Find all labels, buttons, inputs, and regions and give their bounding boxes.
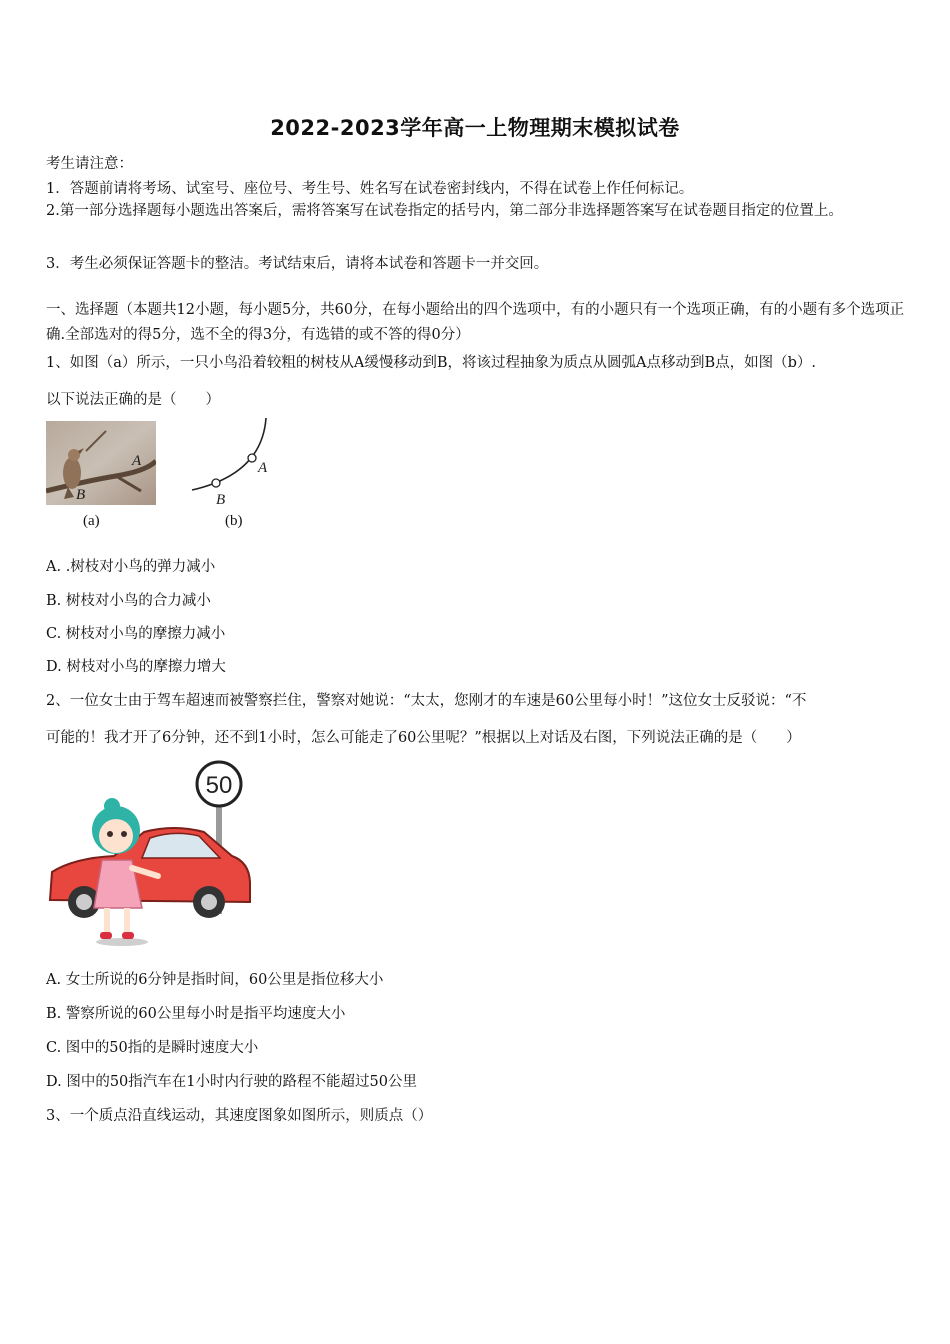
fig-b-caption: (b) [225, 513, 243, 529]
notice-heading: 考生请注意： [46, 156, 133, 172]
arc-label-b: B [216, 492, 226, 508]
notice-item-2: 2.第一部分选择题每小题选出答案后，需将答案写在试卷指定的括号内，第二部分非选择题答案写在试卷题目指定的位置上。 [46, 203, 843, 219]
q1-option-b: B. 树枝对小鸟的合力减小 [46, 593, 211, 609]
q1-stem-line1: 1、如图（a）所示，一只小鸟沿着较粗的树枝从A缓慢移动到B，将该过程抽象为质点从圆弧A点移动到B点，如图（b）. [46, 355, 817, 371]
arc-label-a: A [258, 460, 268, 476]
q2-option-d: D. 图中的50指汽车在1小时内行驶的路程不能超过50公里 [46, 1074, 417, 1090]
speed-sign-value: 50 [205, 772, 233, 799]
fig-a-caption: (a) [83, 513, 100, 529]
q2-stem-line2: 可能的！我才开了6分钟，还不到1小时，怎么可能走了60公里呢？”根据以上对话及右图，下列说法正确的是（ ） [46, 730, 801, 746]
notice-item-1: 1．答题前请将考场、试室号、座位号、考生号、姓名写在试卷密封线内，不得在试卷上作任何标记。 [46, 181, 694, 197]
bird-on-branch-photo [46, 421, 156, 505]
q2-stem-line1: 2、一位女士由于驾车超速而被警察拦住，警察对她说：“太太，您刚才的车速是60公里每小时！”这位女士反驳说：“不 [46, 693, 807, 709]
page-title: 2022-2023学年高一上物理期末模拟试卷 [270, 116, 680, 140]
arc-diagram [186, 416, 276, 512]
q3-stem: 3、一个质点沿直线运动，其速度图象如图所示，则质点（） [46, 1108, 433, 1124]
photo-label-b: B [76, 487, 86, 503]
q2-option-b: B. 警察所说的60公里每小时是指平均速度大小 [46, 1006, 346, 1022]
woman-car-speed-sign-illustration [44, 760, 254, 950]
q1-option-a: A. .树枝对小鸟的弹力减小 [46, 559, 216, 575]
q1-option-c: C. 树枝对小鸟的摩擦力减小 [46, 626, 226, 642]
q1-stem-line2: 以下说法正确的是（ ） [46, 392, 220, 408]
q2-option-a: A. 女士所说的6分钟是指时间，60公里是指位移大小 [46, 972, 384, 988]
notice-item-3: 3．考生必须保证答题卡的整洁。考试结束后，请将本试卷和答题卡一并交回。 [46, 256, 549, 272]
section-heading: 一、选择题（本题共12小题，每小题5分，共60分，在每小题给出的四个选项中，有的小题只有一个选项正确，有的小题有多个选项正确.全部选对的得5分，选不全的得3分，有选错的或不答的得0分） [46, 302, 905, 343]
q1-option-d: D. 树枝对小鸟的摩擦力增大 [46, 659, 226, 675]
photo-label-a: A [132, 453, 142, 469]
q2-option-c: C. 图中的50指的是瞬时速度大小 [46, 1040, 259, 1056]
